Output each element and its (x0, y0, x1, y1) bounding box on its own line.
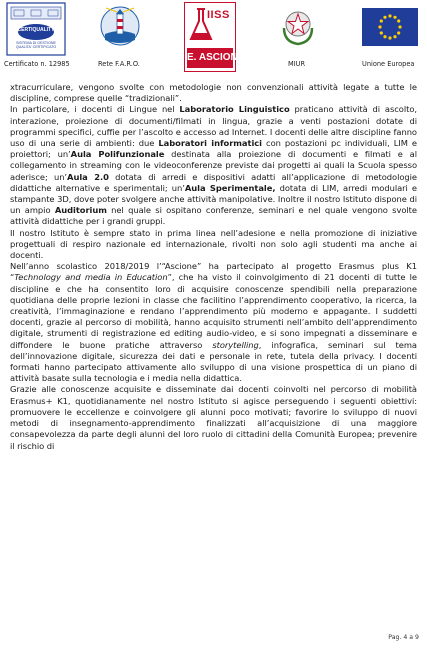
p2-bold-lab-linguistico: Laboratorio Linguistico (179, 104, 290, 115)
p4-italic-project-title: Technology and media in Education (14, 272, 168, 283)
p2-text: nel quale si ospitano conferenze, seminari e nel quale vengono svolte attività didattiche per i grandi gruppi. (10, 205, 417, 227)
p2-bold-aula-sperimentale: Aula Sperimentale, (184, 182, 276, 193)
faro-logo (100, 4, 140, 52)
italian-emblem-icon (280, 6, 316, 46)
cert-sub-line1: SISTEMA DI GESTIONE (16, 41, 56, 45)
p2-text: dotata di LIM, arredi modulari e stampante 3D, dove poter svolgere anche attività manipolative. Inoltre il nostro Istituto dispone di un ampio (10, 182, 417, 216)
p4-text: ”, che ha visto il coinvolgimento di 21 docenti di tutte le discipline e che ha consentito loro di acquisire conoscenze spendibili nella preparazione quotidiana delle proprie lezioni in classe che facilitino l’apprendimento cooperativo, la ricerca, la creatività, l’immaginazione e rendano l’apprendimento più moderno e appagante. I suddetti docenti, grazie al percorso di mobilità, hanno acquisito strumenti nell’ambito dell’apprendimento digitale, strumenti di registrazione ed editing audio-video, e si sono impegnati a disseminare e diffondere le buone pratiche attraverso (10, 272, 417, 350)
p2-bold-aula-polifunzionale: Aula Polifunzionale (70, 149, 165, 160)
lighthouse-icon (100, 4, 140, 52)
eu-flag (362, 8, 418, 46)
paragraph-4 (10, 261, 417, 384)
cert-sub (6, 41, 66, 49)
p2-text: praticano attività di ascolto, interazione, proiezione di documenti/filmati in lingua, grazie a venti postazioni dotate di programmi specifici, cuffie per l’ascolto e accesso ad Internet. I docenti delle altre discipline fanno uso di una serie di ambienti: due (10, 104, 418, 149)
paragraph-1: xtracurriculare, vengono svolte con metodologie non convenzionali attività legate a tutte le discipline, comprese quelle “tradizionali”. (10, 82, 417, 104)
miur-caption: MIUR (288, 60, 306, 68)
p2-text: con postazioni pc individuali, LIM e proiettori; un’ (10, 138, 418, 160)
paragraph-2 (10, 104, 417, 227)
p4-text: Nell’anno scolastico 2018/2019 l’“Ascione” ha partecipato al progetto Erasmus plus K1 “ (10, 261, 417, 283)
p2-bold-aula-2-0: Aula 2.0 (67, 171, 109, 182)
paragraph-5: Grazie alle conoscenze acquisite e disseminate dai docenti coinvolti nel percorso di mobilità Erasmus+ K1, quotidianamente nel nostro Istituto si agisce perseguendo i seguenti obiettivi: promuovere le eccellenze e coinvolgere gli alunni poco motivati; favorire lo sviluppo di nuovi metodi di insegnamento-apprendimento finalizzati all’acquisizione di una maggiore consapevolezza da parte degli alunni del loro ruolo di cittadini della Comunità Europea; prevenire il rischio di (10, 384, 417, 451)
cert-badge-text: CERTIQUALITY (17, 27, 55, 33)
paragraph-3: Il nostro Istituto è sempre stato in prima linea nell’adesione e nella promozione di iniziative progettuali di respiro nazionale ed internazionale, rivolti non solo agli studenti ma anche ai docenti. (10, 227, 417, 261)
eu-stars-icon (362, 8, 418, 46)
p2-text: destinata alla proiezione di documenti e filmati e al collegamento in streaming con le videoconferenze previste dai progetti ai quali la Scuola spesso aderisce; un’ (10, 149, 417, 182)
page-number: Pag. 4 a 9 (388, 634, 419, 641)
p4-text: , infografica, seminari sul tema dell’innovazione digitale, sicurezza dei dati e personale in rete, tutela della privacy. I docenti formati hanno partecipato attivamente allo sviluppo di una visione prospettica di un piano di attività basate sulla tecnologia e i media nella didattica. (10, 339, 417, 384)
cert-caption: Certificato n. 12985 (4, 60, 70, 68)
p2-bold-lab-informatici: Laboratori informatici (158, 138, 262, 149)
document-body (10, 82, 417, 452)
page-header (0, 0, 427, 84)
p4-italic-storytelling: storytelling (212, 339, 259, 350)
school-logo (184, 2, 245, 72)
miur-emblem (280, 6, 316, 46)
eu-caption: Unione Europea (362, 60, 415, 68)
p2-text: dotata di arredi e dispositivi adatti all’applicazione di metodologie didattiche alternative e sperimentali; un’ (10, 171, 417, 193)
p2-text: In particolare, i docenti di Lingue nel (10, 104, 180, 115)
school-iiss: IISS (207, 9, 230, 21)
school-name: E. ASCIONE (187, 48, 233, 68)
cert-sub-line2: QUALITA' CERTIFICATO (15, 45, 57, 50)
faro-caption: Rete F.A.R.O. (98, 60, 140, 68)
p2-bold-auditorium: Auditorium (54, 205, 107, 216)
